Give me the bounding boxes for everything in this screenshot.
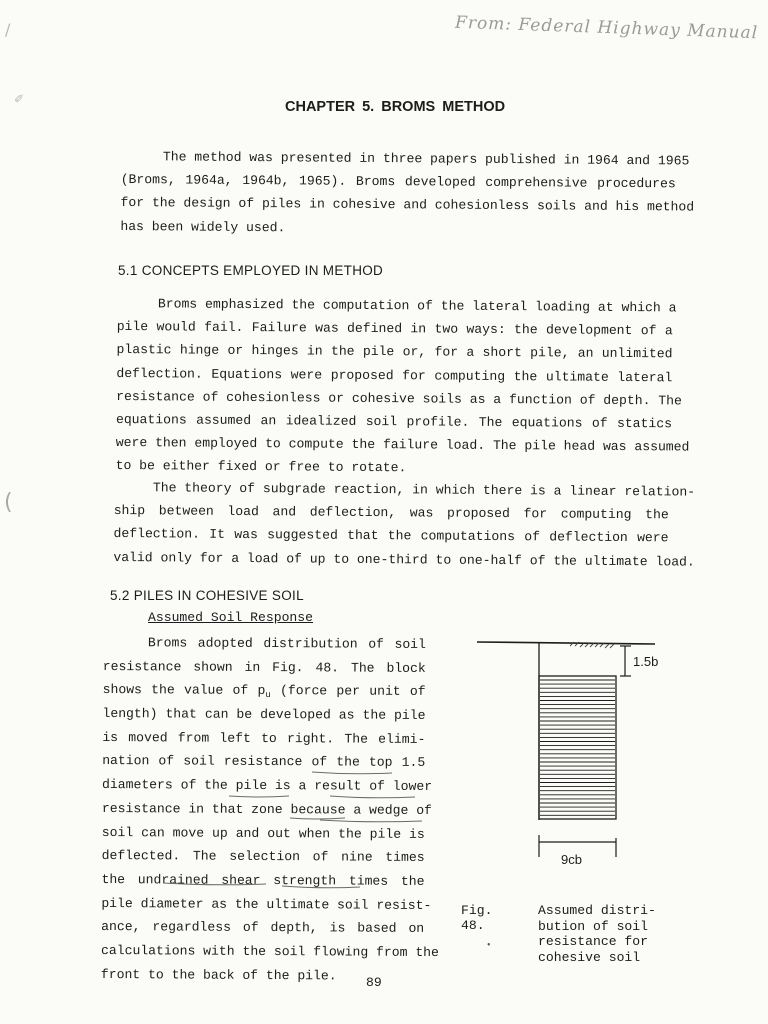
text-line: ship between load and deflection, was proposed for computing the — [113, 503, 669, 523]
subsection-heading: Assumed Soil Response — [148, 610, 314, 625]
caption-line: resistance for — [538, 934, 649, 949]
stray-mark: • — [487, 940, 491, 951]
text-line: Broms emphasized the computation of the lateral loading at which a — [157, 296, 677, 316]
text-line: pile would fail. Failure was defined in two ways: the development of a — [116, 319, 673, 339]
text-line: pile diameter as the ultimate soil resist- — [101, 895, 432, 913]
text-line: has been widely used. — [120, 218, 286, 235]
depth-label: 1.5b — [633, 654, 659, 669]
text-line: ance, regardless of depth, is based on — [101, 919, 425, 937]
text-line: to be either fixed or free to rotate. — [115, 458, 407, 476]
margin-mark: / — [5, 20, 11, 39]
text-line: calculations with the soil flowing from the — [101, 942, 439, 960]
pu-symbol: shows the value of p — [102, 682, 266, 699]
ground-line — [477, 642, 655, 644]
text-line: The method was presented in three papers published in 1964 and 1965 — [162, 149, 690, 169]
section-heading-5-2: 5.2 PILES IN COHESIVE SOIL — [110, 588, 304, 603]
text-line: were then employed to compute the failure load. The pile head was assumed — [115, 435, 690, 455]
resistance-hatching — [540, 680, 615, 815]
text-line: resistance shown in Fig. 48. The block — [102, 658, 426, 676]
text-line: the undrained shear strength times the — [101, 871, 425, 889]
text-line: deflection. It was suggested that the computations of deflection were — [113, 526, 669, 546]
text-line: front to the back of the pile. — [100, 966, 337, 984]
text-line: deflection. Equations were proposed for computing the ultimate lateral — [116, 365, 673, 385]
caption-line: bution of soil — [538, 918, 649, 934]
pu-definition: (force per unit of — [270, 683, 426, 700]
text-line: nation of soil resistance of the top 1.5 — [102, 753, 426, 771]
text-line: for the design of piles in cohesive and cohesionless soils and his method — [120, 195, 695, 215]
text-line: valid only for a load of up to one-third to one-half of the ultimate load. — [113, 549, 695, 570]
page-number: 89 — [366, 975, 382, 990]
text-line: is moved from left to right. The elimi- — [102, 729, 426, 747]
text-line: resistance in that zone because a wedge of — [101, 800, 432, 818]
text-line: equations assumed an idealized soil profile. The equations of statics — [115, 411, 673, 432]
handwritten-note: From: Federal Highway Manual — [454, 12, 759, 44]
text-line: Broms adopted distribution of soil — [147, 635, 426, 652]
text-line: soil can move up and out when the pile is — [101, 824, 425, 842]
width-label: 9cb — [561, 852, 582, 867]
text-line: deflected. The selection of nine times — [101, 848, 425, 866]
text-line: diameters of the pile is a result of lower — [102, 777, 433, 795]
figure-label: Fig. 48. — [461, 903, 493, 933]
text-line: resistance of cohesionless or cohesive soils as a function of depth. The — [116, 388, 682, 409]
margin-mark: ( — [4, 490, 13, 515]
text-line: length) that can be developed as the pile — [102, 706, 426, 724]
text-line: plastic hinge or hinges in the pile or, for a short pile, an unlimited — [116, 342, 673, 362]
section-heading-5-1: 5.1 CONCEPTS EMPLOYED IN METHOD — [118, 263, 384, 278]
margin-mark: ✐ — [14, 92, 25, 106]
chapter-title: CHAPTER 5. BROMS METHOD — [285, 99, 506, 115]
resistance-block — [539, 676, 616, 819]
caption-line: cohesive soil — [538, 949, 641, 965]
caption-line: Assumed distri- — [538, 903, 656, 918]
text-line: The theory of subgrade reaction, in which there is a linear relation- — [152, 480, 696, 500]
pu-subscript: u — [265, 690, 271, 701]
text-line: (Broms, 1964a, 1964b, 1965). Broms developed comprehensive procedures — [120, 172, 676, 192]
figure-48-diagram — [470, 630, 660, 870]
